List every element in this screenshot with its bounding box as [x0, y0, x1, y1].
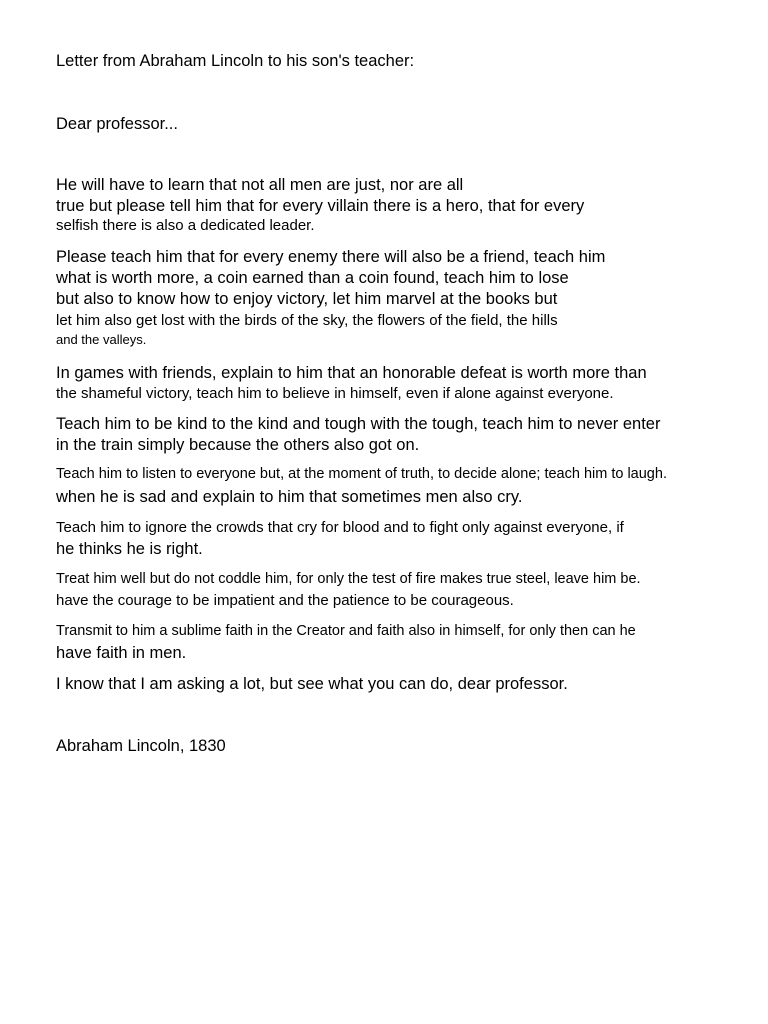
paragraph-2-line-3: but also to know how to enjoy victory, let him marvel at the books but — [56, 290, 558, 308]
letter-signature: Abraham Lincoln, 1830 — [56, 737, 226, 755]
paragraph-9-line-1: I know that I am asking a lot, but see what you can do, dear professor. — [56, 675, 568, 693]
paragraph-1-line-3: selfish there is also a dedicated leader. — [56, 217, 315, 234]
letter-heading: Letter from Abraham Lincoln to his son's teacher: — [56, 52, 415, 70]
paragraph-2-line-5: and the valleys. — [56, 332, 147, 347]
paragraph-4-line-1: Teach him to be kind to the kind and tough with the tough, teach him to never enter — [56, 415, 661, 433]
paragraph-2-line-4: let him also get lost with the birds of the sky, the flowers of the field, the hills — [56, 312, 558, 329]
paragraph-8-line-1: Transmit to him a sublime faith in the Creator and faith also in himself, for only then can he — [56, 623, 636, 639]
paragraph-6-line-2: he thinks he is right. — [56, 540, 203, 558]
paragraph-7-line-2: have the courage to be impatient and the patience to be courageous. — [56, 592, 514, 609]
paragraph-8-line-2: have faith in men. — [56, 644, 187, 662]
paragraph-2-line-1: Please teach him that for every enemy there will also be a friend, teach him — [56, 248, 606, 266]
paragraph-7-line-1: Treat him well but do not coddle him, for only the test of fire makes true steel, leave him be. — [56, 571, 641, 587]
paragraph-1-line-1: He will have to learn that not all men are just, nor are all — [56, 176, 464, 194]
paragraph-3-line-1: In games with friends, explain to him that an honorable defeat is worth more than — [56, 364, 647, 382]
paragraph-5-line-1: Teach him to listen to everyone but, at the moment of truth, to decide alone; teach him to laugh. — [56, 466, 667, 482]
paragraph-3-line-2: the shameful victory, teach him to believe in himself, even if alone against everyone. — [56, 385, 614, 402]
paragraph-6-line-1: Teach him to ignore the crowds that cry for blood and to fight only against everyone, if — [56, 519, 624, 536]
paragraph-1-line-2: true but please tell him that for every villain there is a hero, that for every — [56, 197, 585, 215]
paragraph-2-line-2: what is worth more, a coin earned than a coin found, teach him to lose — [56, 269, 569, 287]
paragraph-5-line-2: when he is sad and explain to him that sometimes men also cry. — [56, 488, 523, 506]
paragraph-4-line-2: in the train simply because the others also got on. — [56, 436, 420, 454]
letter-salutation: Dear professor... — [56, 115, 178, 133]
